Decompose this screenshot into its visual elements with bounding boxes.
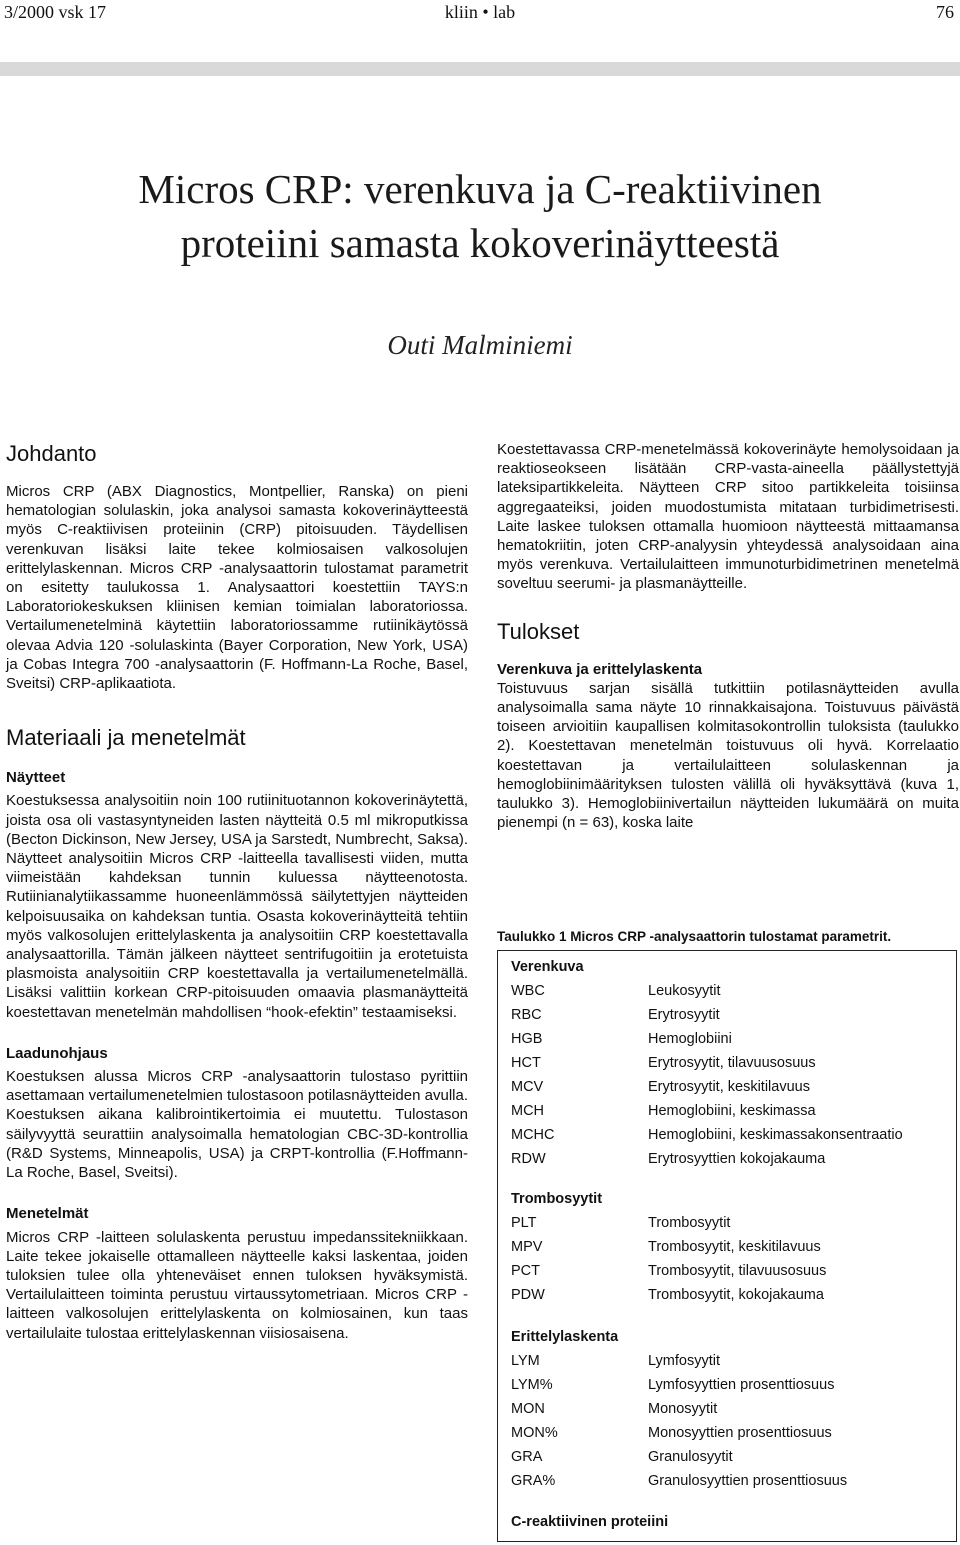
row-desc: Trombosyytit <box>648 1215 731 1231</box>
heading-johdanto: Johdanto <box>6 441 97 466</box>
running-header <box>0 0 960 26</box>
row-desc: Trombosyytit, tilavuusosuus <box>648 1263 827 1279</box>
table-row <box>511 1007 951 1027</box>
table-row <box>511 1239 951 1259</box>
row-abbr: RBC <box>511 1007 542 1023</box>
table-row <box>511 1263 951 1283</box>
row-abbr: MCV <box>511 1079 544 1095</box>
row-desc: Hemoglobiini, keskimassakonsentraatio <box>648 1127 903 1143</box>
row-abbr: MCH <box>511 1103 545 1119</box>
table-caption: Taulukko 1 Micros CRP -analysaattorin tulostamat parametrit. <box>497 929 892 944</box>
row-abbr: PCT <box>511 1263 540 1279</box>
table-group-title: Verenkuva <box>511 959 584 975</box>
row-abbr: MON <box>511 1401 545 1417</box>
row-abbr: WBC <box>511 983 545 999</box>
left-column <box>6 440 468 1343</box>
row-desc: Erytrosyytit, tilavuusosuus <box>648 1055 816 1071</box>
table-group-title: Trombosyytit <box>511 1191 603 1207</box>
article-author: Outi Malminiemi <box>387 330 573 360</box>
row-desc: Trombosyytit, keskitilavuus <box>648 1239 821 1255</box>
row-abbr: GRA <box>511 1449 543 1465</box>
table-row <box>511 1473 951 1493</box>
page-number: 76 <box>936 2 954 22</box>
article-title-line-1: Micros CRP: verenkuva ja C-reaktiivinen <box>138 166 822 212</box>
header-rule <box>0 62 960 76</box>
heading-tulokset: Tulokset <box>497 618 580 644</box>
row-abbr: MPV <box>511 1239 543 1255</box>
row-desc: Hemoglobiini, keskimassa <box>648 1103 816 1119</box>
table-row <box>511 1127 951 1147</box>
table-row <box>511 1151 951 1171</box>
table-row <box>511 1055 951 1075</box>
table-row <box>511 1449 951 1469</box>
row-abbr: PDW <box>511 1287 545 1303</box>
paragraph-laadunohjaus: Koestuksen alussa Micros CRP -analysaattorin tulostaso pyrittiin asettamaan vertailumenetelmien tulostasoon potilasnäytteiden avulla. Koestuksen aikana kalibrointikertoimia ei muutettu. Tulostason säilyvyyttä seurattiin analysoimalla hematologian CBC-3D-kontrollia (R&D Systems, Minneapolis, USA) ja CRPT-kontrollia (F.Hoffmann-La Roche, Basel, Sveitsi). <box>6 1068 468 1182</box>
row-desc: Leukosyytit <box>648 983 721 999</box>
paragraph-menetelmat: Micros CRP -laitteen solulaskenta perustuu impedanssitekniikkaan. Laite tekee jokaiselle ottamalleen näytteelle kaksi laskentaa, joiden tuloksien tulee olla yhteneväiset ennen tuloksen hyväksymistä. Vertailulaitteen toiminta perustuu virtaussytometriaan. Micros CRP -laitteen valkosolujen erittelylaskenta on kolmiosainen, kun taas vertailulaite tulostaa erittelylaskennan viisiosaisena. <box>6 1228 468 1342</box>
table-row <box>511 1031 951 1051</box>
row-abbr: RDW <box>511 1151 546 1167</box>
row-abbr: LYM <box>511 1353 540 1369</box>
paragraph-johdanto: Micros CRP (ABX Diagnostics, Montpellier, Ranska) on pieni hematologian solulaskin, joka analysoi samasta kokoverinäytteestä myös C-reaktiivisen proteiinin (CRP) pitoisuuden. Täydellisen verenkuvan lisäksi laite tekee kolmiosaisen valkosolujen erittelylaskennan. Micros CRP -analysaattorin tulostamat parametrit on esitetty taulukossa 1. Analysaattori koestettiin TAYS:n Laboratoriokeskuksen kliinisen kemian toimialan laboratoriossa. Vertailumenetelminä käytettiin laboratoriossamme rutiinikäytössä olevaa Advia 120 -solulaskinta (Bayer Corporation, New York, USA) ja Cobas Integra 700 -analysaattorin (F. Hoffmann-La Roche, Basel, Sveitsi) CRP-aplikaatiota. <box>6 483 468 693</box>
table-row <box>511 1401 951 1421</box>
row-desc: Granulosyytit <box>648 1449 733 1465</box>
table-row <box>511 1103 951 1123</box>
row-desc: Granulosyyttien prosenttiosuus <box>648 1473 848 1489</box>
table-row <box>511 1425 951 1445</box>
table-row <box>511 1353 951 1373</box>
table-group-title: Erittelylaskenta <box>511 1329 619 1345</box>
heading-verenkuva: Verenkuva ja erittelylaskenta <box>497 660 703 678</box>
row-desc: Monosyytit <box>648 1401 718 1417</box>
issue-label: 3/2000 vsk 17 <box>4 2 107 22</box>
row-desc: Erytrosyyttien kokojakauma <box>648 1151 826 1167</box>
article-title-line-2: proteiini samasta kokoverinäytteestä <box>180 220 780 266</box>
heading-laadunohjaus: Laadunohjaus <box>6 1044 108 1062</box>
table-row <box>511 983 951 1003</box>
heading-materiaali: Materiaali ja menetelmät <box>6 725 246 751</box>
table-row <box>511 1287 951 1307</box>
row-desc: Lymfosyyttien prosenttiosuus <box>648 1377 835 1393</box>
paragraph-crp-method: Koestettavassa CRP-menetelmässä kokoverinäyte hemolysoidaan ja reaktioseokseen lisätään CRP-vasta-aineella päällystettyjä lateksipartikkeleita. Näytteen CRP sitoo partikkeleita toisiinsa aggregaateiksi, joiden muodostumista mitataan turbidimetrisesti. Laite laskee tuloksen ottamalla huomioon näytteestä mittaamansa hematokriitin, joten CRP-analyysin yhteydessä analysoidaan aina myös verenkuva. Vertailulaitteen immunoturbidimetrinen menetelmä soveltuu seerumi- ja plasmanäytteille. <box>497 441 959 593</box>
row-desc: Erytrosyytit, keskitilavuus <box>648 1079 810 1095</box>
row-abbr: LYM% <box>511 1377 553 1393</box>
paragraph-verenkuva: Toistuvuus sarjan sisällä tutkittiin potilasnäytteiden avulla analysoimalla sama näyte 10 rinnakkaisajona. Toistuvuus päivästä toiseen arvioitiin kaupallisen kolmitasokontrollin tuloksista (taulukko 2). Koestettavan menetelmän toistuvuus oli hyvä. Korrelaatio koestettavan ja vertailulaitteen solulaskennan ja hemoglobiinimäärityksen tulosten välillä oli hyväksyttävä (kuva 1, taulukko 3). Hemoglobiinivertailun näytteiden lukumäärä on muita pienempi (n = 63), koska laite <box>497 679 959 832</box>
heading-menetelmat: Menetelmät <box>6 1205 89 1223</box>
table-row <box>511 1377 951 1397</box>
row-abbr: HGB <box>511 1031 543 1047</box>
paragraph-naytteet: Koestuksessa analysoitiin noin 100 rutiinituotannon kokoverinäytettä, joista osa oli vastasyntyneiden lasten näytteitä 0.5 ml mikroputkissa (Becton Dickinson, New Jersey, USA ja Sarstedt, Numbrecht, Saksa). Näytteet analysoitiin Micros CRP -laitteella tavallisesti viiden, mutta viimeistään kahdeksan tunnin kuluessa näytteenotosta. Rutiinianalytiikassamme huoneenlämmössä säilytettyjen näytteiden kelpoisuusaika on kahdeksan tuntia. Osasta kokoverinäytteitä tehtiin myös valkosolujen erittelylaskenta ja analysoitiin CRP koestettavalla analysaattorilla. Tämän jälkeen näytteet sentrifugoitiin ja erotetuista plasmoista analysoitiin CRP koestettavalla ja vertailumenetelmällä. Lisäksi valittiin korkean CRP-pitoisuuden omaavia plasmanäytteitä koestettavan menetelmän mahdollisen “hook-efektin” testaamiseksi. <box>6 792 468 1021</box>
table-group-title: C-reaktiivinen proteiini <box>511 1514 669 1530</box>
table-row <box>511 1215 951 1235</box>
heading-naytteet: Näytteet <box>6 769 66 787</box>
table-row <box>511 1079 951 1099</box>
right-column <box>497 440 959 832</box>
row-abbr: PLT <box>511 1215 537 1231</box>
row-abbr: GRA% <box>511 1473 556 1489</box>
row-abbr: HCT <box>511 1055 541 1071</box>
row-abbr: MCHC <box>511 1127 555 1143</box>
row-desc: Hemoglobiini <box>648 1031 732 1047</box>
row-desc: Erytrosyytit <box>648 1007 720 1023</box>
row-abbr: MON% <box>511 1425 558 1441</box>
journal-name: kliin • lab <box>444 2 516 22</box>
parameter-table <box>497 950 957 1542</box>
row-desc: Lymfosyytit <box>648 1353 720 1369</box>
row-desc: Trombosyytit, kokojakauma <box>648 1287 824 1303</box>
row-desc: Monosyyttien prosenttiosuus <box>648 1425 832 1441</box>
